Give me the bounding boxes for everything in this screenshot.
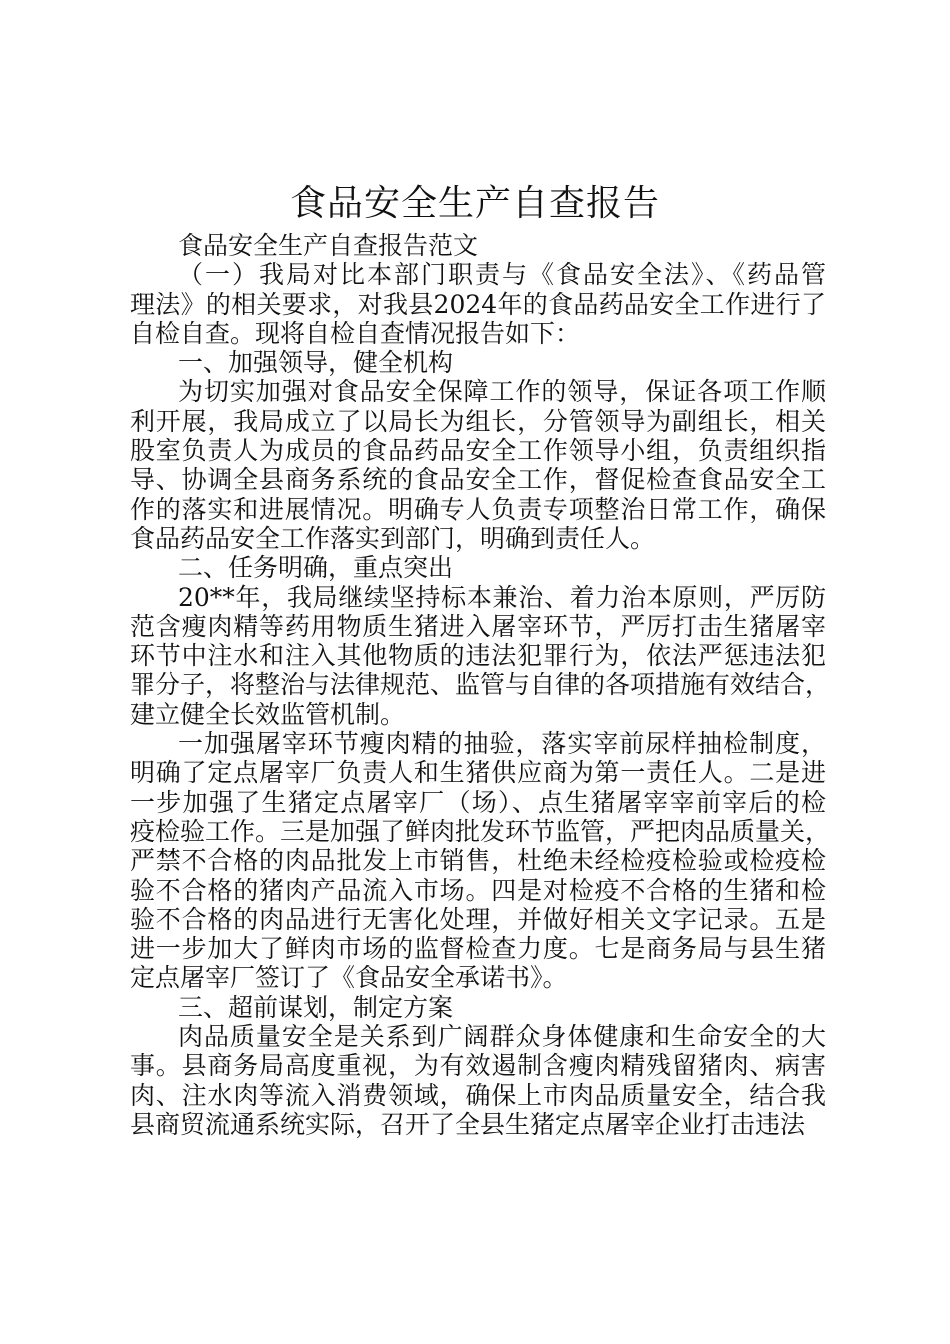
text-line: （一）我局对比本部门职责与《食品安全法》、《药品管 xyxy=(178,260,826,290)
text-line: 20**年，我局继续坚持标本兼治、着力治本原则，严厉防 xyxy=(178,582,826,612)
text-line: 肉品质量安全是关系到广阔群众身体健康和生命安全的大 xyxy=(178,1022,826,1052)
text-line: 肉、注水肉等流入消费领域，确保上市肉品质量安全，结合我 xyxy=(130,1080,826,1110)
text-line: 作的落实和进展情况。明确专人负责专项整治日常工作，确保 xyxy=(130,494,826,524)
paragraph xyxy=(130,377,826,553)
paragraph xyxy=(130,231,826,260)
paragraph xyxy=(130,260,826,348)
paragraph xyxy=(130,582,831,729)
text-line: 验不合格的猪肉产品流入市场。四是对检疫不合格的生猪和检 xyxy=(130,875,826,905)
text-line: 罪分子，将整治与法律规范、监管与自律的各项措施有效结合， xyxy=(130,670,831,700)
paragraph xyxy=(130,348,826,377)
text-line: 食品药品安全工作落实到部门，明确到责任人。 xyxy=(130,523,656,553)
text-line: 一加强屠宰环节瘦肉精的抽验，落实宰前尿样抽检制度， xyxy=(178,729,826,759)
text-line: 严禁不合格的肉品批发上市销售，杜绝未经检疫检验或检疫检 xyxy=(130,846,826,876)
text-line: 一、加强领导，健全机构 xyxy=(178,348,454,378)
paragraph xyxy=(130,729,831,993)
text-line: 股室负责人为成员的食品药品安全工作领导小组，负责组织指 xyxy=(130,436,826,466)
document-body xyxy=(130,231,831,1139)
paragraph xyxy=(130,553,826,582)
text-line: 自检自查。现将自检自查情况报告如下： xyxy=(130,318,581,348)
text-line: 定点屠宰厂签订了《食品安全承诺书》。 xyxy=(130,963,568,993)
text-line: 三、超前谋划，制定方案 xyxy=(178,992,454,1022)
text-line: 食品安全生产自查报告范文 xyxy=(178,231,479,260)
text-line: 县商贸流通系统实际，召开了全县生猪定点屠宰企业打击违法 xyxy=(130,1109,806,1139)
text-line: 环节中注水和注入其他物质的违法犯罪行为，依法严惩违法犯 xyxy=(130,641,826,671)
text-line: 建立健全长效监管机制。 xyxy=(130,699,406,729)
text-line: 导、协调全县商务系统的食品安全工作，督促检查食品安全工 xyxy=(130,465,826,495)
text-line: 范含瘦肉精等药用物质生猪进入屠宰环节，严厉打击生猪屠宰 xyxy=(130,611,826,641)
text-line: 明确了定点屠宰厂负责人和生猪供应商为第一责任人。二是进 xyxy=(130,758,826,788)
text-line: 理法》的相关要求，对我县2024年的食品药品安全工作进行了 xyxy=(130,289,826,319)
paragraph xyxy=(130,993,826,1022)
document-title: 食品安全生产自查报告 xyxy=(289,183,660,224)
text-line: 疫检验工作。三是加强了鲜肉批发环节监管，严把肉品质量关， xyxy=(130,816,831,846)
paragraph xyxy=(130,1022,826,1139)
text-line: 事。县商务局高度重视，为有效遏制含瘦肉精残留猪肉、病害 xyxy=(130,1051,826,1081)
text-line: 验不合格的肉品进行无害化处理，并做好相关文字记录。五是 xyxy=(130,904,826,934)
text-line: 利开展，我局成立了以局长为组长，分管领导为副组长，相关 xyxy=(130,406,826,436)
text-line: 为切实加强对食品安全保障工作的领导，保证各项工作顺 xyxy=(178,377,826,407)
text-line: 一步加强了生猪定点屠宰厂（场）、点生猪屠宰宰前宰后的检 xyxy=(130,787,826,817)
text-line: 进一步加大了鲜肉市场的监督检查力度。七是商务局与县生猪 xyxy=(130,934,826,964)
text-line: 二、任务明确，重点突出 xyxy=(178,553,454,583)
